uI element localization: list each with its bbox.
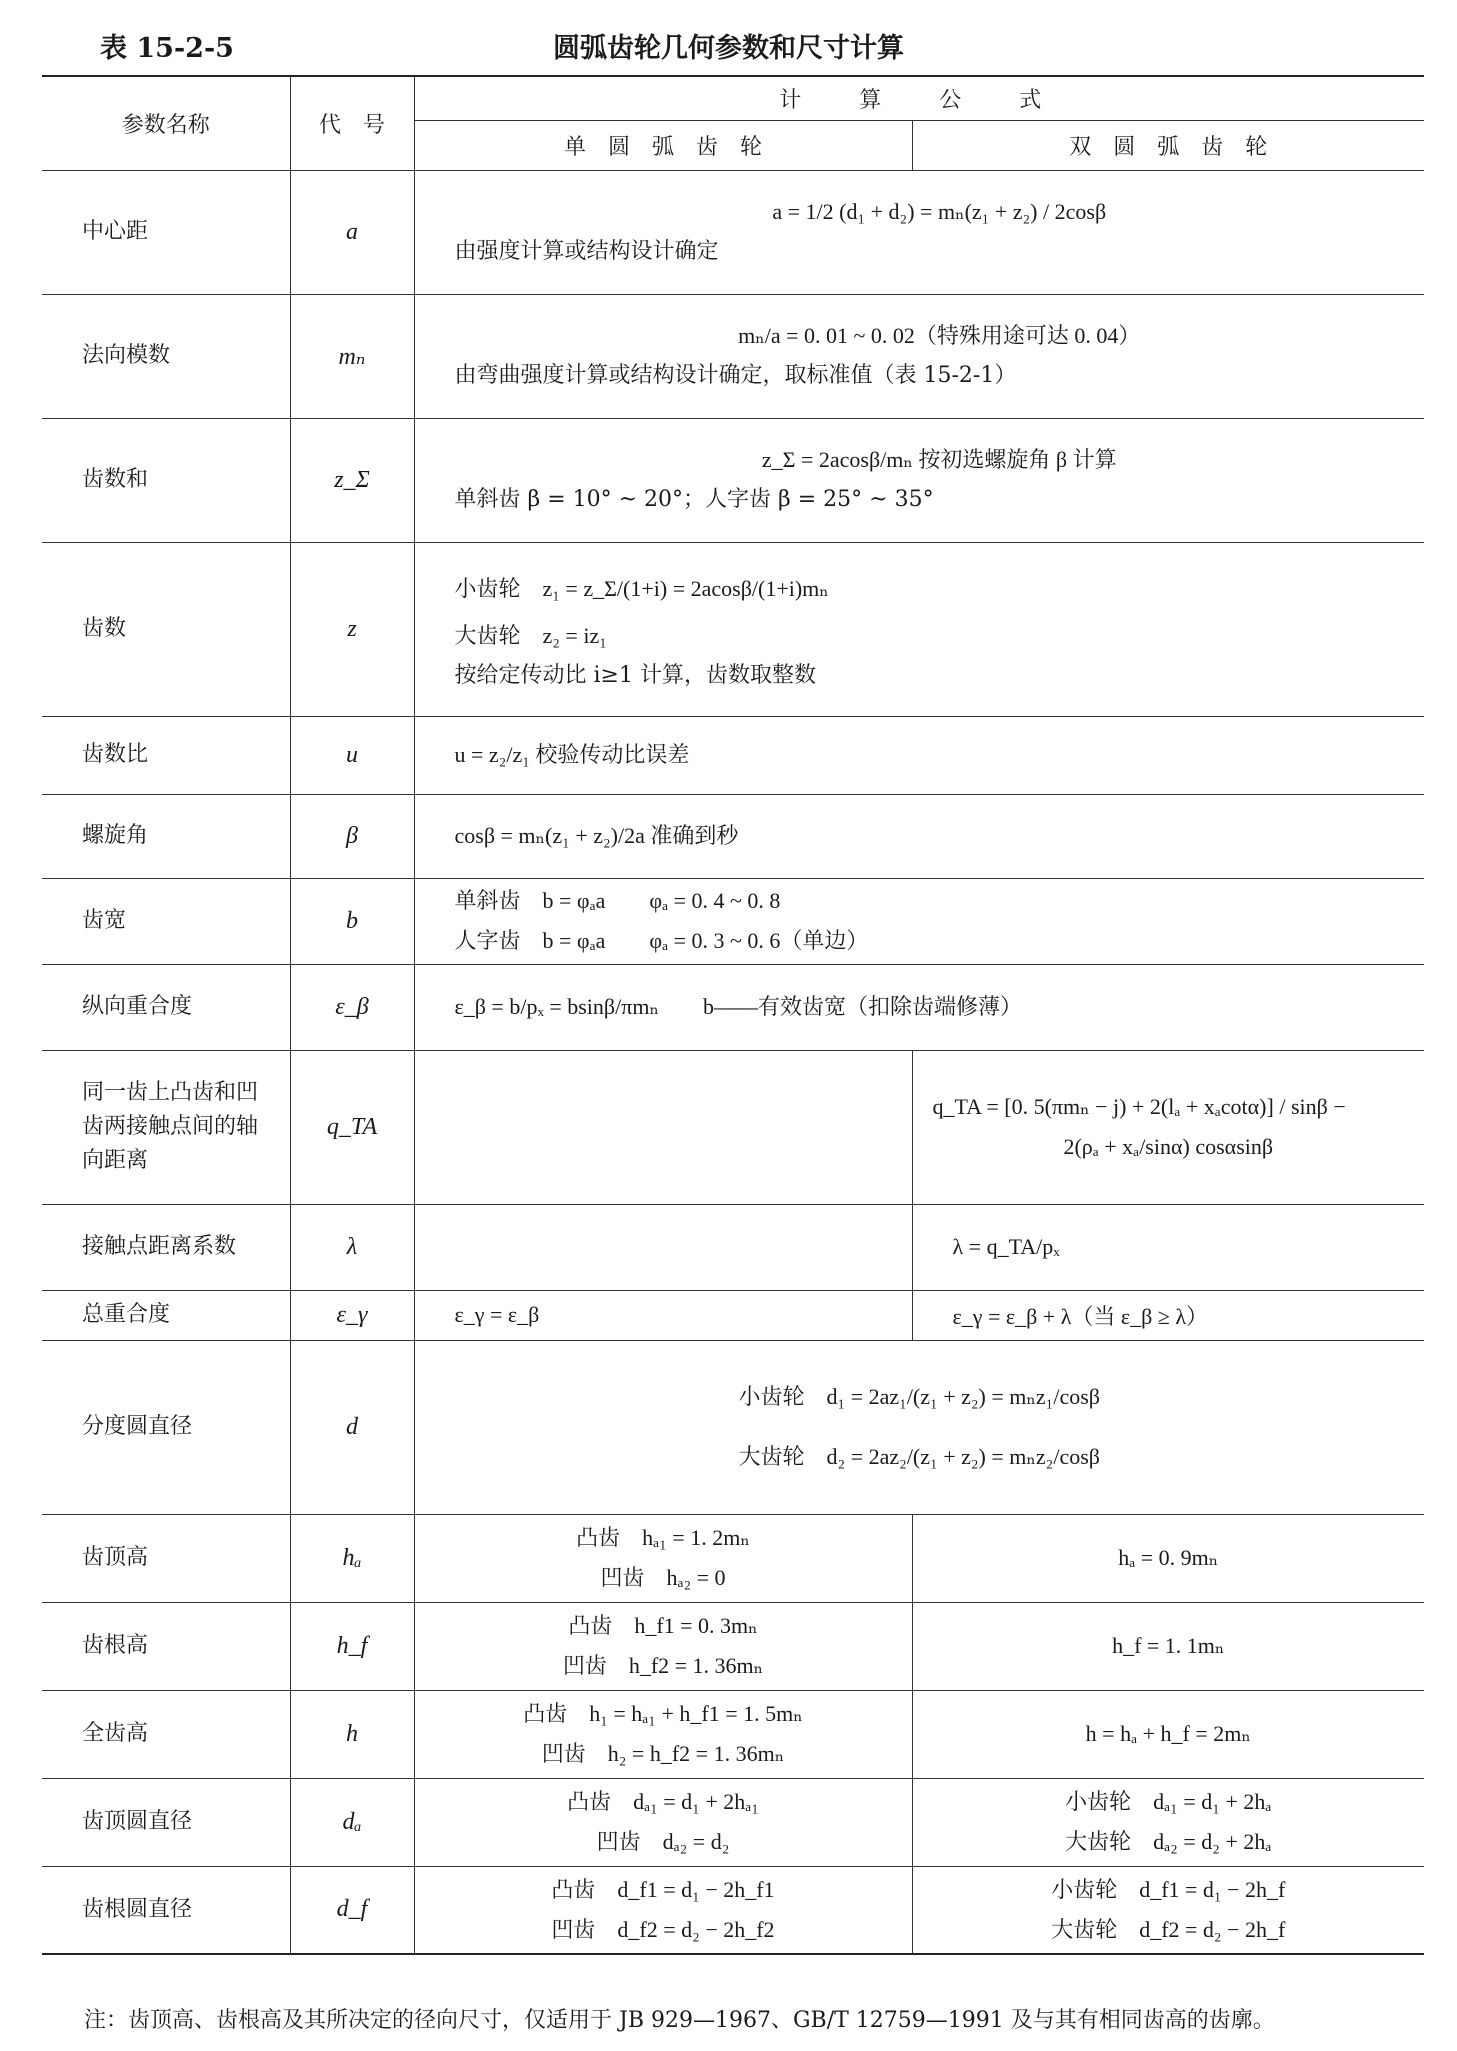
param-name: 接触点距离系数 bbox=[42, 1204, 290, 1290]
formula-text: z_Σ = 2acosβ/mₙ 按初选螺旋角 β 计算 bbox=[761, 447, 1117, 472]
header-double-arc: 双 圆 弧 齿 轮 bbox=[912, 120, 1424, 170]
table-row bbox=[42, 878, 1424, 964]
header-param-name: 参数名称 bbox=[42, 76, 290, 170]
formula-text: ε_β = b/pₓ = bsinβ/πmₙ b——有效齿宽（扣除齿端修薄） bbox=[454, 994, 1022, 1019]
table-row bbox=[42, 1340, 1424, 1514]
param-name: 总重合度 bbox=[42, 1290, 290, 1340]
double-arc-cell: h = hₐ + h_f = 2mₙ bbox=[912, 1690, 1424, 1778]
header-formula: 计 算 公 式 bbox=[414, 76, 1424, 120]
formula-text: 小齿轮 dₐ₁ = d₁ + 2hₐ bbox=[1065, 1789, 1272, 1814]
param-symbol: a bbox=[290, 170, 414, 294]
table-row bbox=[42, 1866, 1424, 1954]
param-name: 齿数和 bbox=[42, 418, 290, 542]
formula-cell bbox=[414, 418, 1424, 542]
formula-text: 按给定传动比 i≥1 计算，齿数取整数 bbox=[454, 663, 816, 688]
param-name: 齿宽 bbox=[42, 878, 290, 964]
formula-text: 凹齿 d_f2 = d₂ − 2h_f2 bbox=[551, 1916, 775, 1942]
table-number: 表 15-2-5 bbox=[100, 33, 234, 64]
param-symbol: q_TA bbox=[290, 1050, 414, 1204]
param-name: 齿顶圆直径 bbox=[42, 1778, 290, 1866]
formula-text: 凹齿 h_f2 = 1. 36mₙ bbox=[562, 1653, 764, 1678]
formula-text: 小齿轮 z₁ = z_Σ/(1+i) = 2acosβ/(1+i)mₙ bbox=[454, 576, 829, 601]
table-row bbox=[42, 418, 1424, 542]
header-single-arc: 单 圆 弧 齿 轮 bbox=[414, 120, 912, 170]
formula-cell bbox=[414, 964, 1424, 1050]
gear-parameter-table bbox=[42, 75, 1424, 1955]
param-name: 齿数 bbox=[42, 542, 290, 716]
single-arc-cell bbox=[414, 1866, 912, 1954]
formula-cell bbox=[414, 716, 1424, 794]
single-arc-cell bbox=[414, 1778, 912, 1866]
param-symbol: d_f bbox=[290, 1866, 414, 1954]
param-name: 齿根圆直径 bbox=[42, 1866, 290, 1954]
param-symbol: d bbox=[290, 1340, 414, 1514]
param-symbol: λ bbox=[290, 1204, 414, 1290]
param-symbol: b bbox=[290, 878, 414, 964]
formula-text: 凸齿 h₁ = hₐ₁ + h_f1 = 1. 5mₙ bbox=[523, 1701, 803, 1726]
param-symbol: mₙ bbox=[290, 294, 414, 418]
param-name: 同一齿上凸齿和凹齿两接触点间的轴向距离 bbox=[42, 1050, 290, 1204]
formula-text: 2(ρₐ + xₐ/sinα) cosαsinβ bbox=[1063, 1134, 1274, 1159]
double-arc-cell bbox=[912, 1866, 1424, 1954]
formula-text: 由强度计算或结构设计确定 bbox=[454, 239, 719, 264]
formula-text: mₙ/a = 0. 01 ~ 0. 02（特殊用途可达 0. 04） bbox=[738, 323, 1141, 348]
param-symbol: z_Σ bbox=[290, 418, 414, 542]
table-row bbox=[42, 1690, 1424, 1778]
double-arc-cell: ε_γ = ε_β + λ（当 ε_β ≥ λ） bbox=[912, 1290, 1424, 1340]
table-row bbox=[42, 1602, 1424, 1690]
param-name: 法向模数 bbox=[42, 294, 290, 418]
formula-cell bbox=[414, 542, 1424, 716]
single-arc-cell: ε_γ = ε_β bbox=[414, 1290, 912, 1340]
formula-text: 小齿轮 d₁ = 2az₁/(z₁ + z₂) = mₙz₁/cosβ bbox=[738, 1384, 1100, 1409]
table-row bbox=[42, 794, 1424, 878]
formula-text: 大齿轮 z₂ = iz₁ bbox=[454, 623, 607, 648]
double-arc-cell bbox=[912, 1778, 1424, 1866]
formula-text: q_TA = [0. 5(πmₙ − j) + 2(lₐ + xₐcotα)] / sinβ − bbox=[932, 1094, 1346, 1119]
param-symbol: hₐ bbox=[290, 1514, 414, 1602]
single-arc-cell bbox=[414, 1204, 912, 1290]
double-arc-cell: λ = q_TA/pₓ bbox=[912, 1204, 1424, 1290]
param-symbol: β bbox=[290, 794, 414, 878]
single-arc-cell bbox=[414, 1690, 912, 1778]
formula-cell bbox=[414, 878, 1424, 964]
param-name: 齿数比 bbox=[42, 716, 290, 794]
table-row bbox=[42, 716, 1424, 794]
single-arc-cell bbox=[414, 1514, 912, 1602]
table-row bbox=[42, 1290, 1424, 1340]
param-name: 纵向重合度 bbox=[42, 964, 290, 1050]
param-symbol: dₐ bbox=[290, 1778, 414, 1866]
formula-text: 小齿轮 d_f1 = d₁ − 2h_f bbox=[1051, 1876, 1286, 1902]
formula-text: 大齿轮 dₐ₂ = d₂ + 2hₐ bbox=[1065, 1829, 1272, 1854]
param-name: 螺旋角 bbox=[42, 794, 290, 878]
single-arc-cell bbox=[414, 1602, 912, 1690]
param-symbol: ε_β bbox=[290, 964, 414, 1050]
formula-text: 凸齿 dₐ₁ = d₁ + 2hₐ₁ bbox=[567, 1789, 759, 1814]
formula-text: 凸齿 h_f1 = 0. 3mₙ bbox=[568, 1613, 758, 1638]
formula-text: u = z₂/z₁ 校验传动比误差 bbox=[454, 742, 690, 767]
formula-text: 凸齿 hₐ₁ = 1. 2mₙ bbox=[576, 1525, 750, 1550]
param-symbol: ε_γ bbox=[290, 1290, 414, 1340]
param-symbol: h bbox=[290, 1690, 414, 1778]
table-row bbox=[42, 1204, 1424, 1290]
table-row bbox=[42, 1514, 1424, 1602]
table-note: 注：齿顶高、齿根高及其所决定的径向尺寸，仅适用于 JB 929—1967、GB/T 12759—1991 及与其有相同齿高的齿廓。 bbox=[84, 2008, 1275, 2033]
formula-text: 凹齿 dₐ₂ = d₂ bbox=[596, 1829, 730, 1854]
param-symbol: z bbox=[290, 542, 414, 716]
formula-text: 凹齿 h₂ = h_f2 = 1. 36mₙ bbox=[541, 1741, 785, 1766]
formula-text: 单斜齿 b = φₐa φₐ = 0. 4 ~ 0. 8 bbox=[454, 888, 781, 913]
param-name: 分度圆直径 bbox=[42, 1340, 290, 1514]
formula-text: 大齿轮 d_f2 = d₂ − 2h_f bbox=[1051, 1916, 1286, 1942]
double-arc-cell: hₐ = 0. 9mₙ bbox=[912, 1514, 1424, 1602]
double-arc-cell: h_f = 1. 1mₙ bbox=[912, 1602, 1424, 1690]
formula-text: 单斜齿 β = 10° ~ 20°；人字齿 β = 25° ~ 35° bbox=[454, 487, 934, 512]
formula-cell bbox=[414, 794, 1424, 878]
param-name: 全齿高 bbox=[42, 1690, 290, 1778]
param-name: 齿根高 bbox=[42, 1602, 290, 1690]
formula-text: 人字齿 b = φₐa φₐ = 0. 3 ~ 0. 6（单边） bbox=[454, 928, 869, 953]
formula-text: 凹齿 hₐ₂ = 0 bbox=[600, 1565, 726, 1590]
formula-text: 凸齿 d_f1 = d₁ − 2h_f1 bbox=[551, 1876, 775, 1902]
table-row bbox=[42, 1050, 1424, 1204]
double-arc-cell bbox=[912, 1050, 1424, 1204]
formula-text: cosβ = mₙ(z₁ + z₂)/2a 准确到秒 bbox=[454, 823, 739, 848]
table-row bbox=[42, 542, 1424, 716]
param-symbol: h_f bbox=[290, 1602, 414, 1690]
formula-text: 大齿轮 d₂ = 2az₂/(z₁ + z₂) = mₙz₂/cosβ bbox=[738, 1444, 1100, 1469]
param-symbol: u bbox=[290, 716, 414, 794]
table-row bbox=[42, 964, 1424, 1050]
formula-text: 由弯曲强度计算或结构设计确定，取标准值（表 15-2-1） bbox=[454, 363, 1017, 388]
table-row bbox=[42, 294, 1424, 418]
param-name: 齿顶高 bbox=[42, 1514, 290, 1602]
formula-text: a = 1/2 (d₁ + d₂) = mₙ(z₁ + z₂) / 2cosβ bbox=[772, 199, 1107, 224]
table-row bbox=[42, 170, 1424, 294]
formula-cell bbox=[414, 170, 1424, 294]
formula-cell bbox=[414, 1340, 1424, 1514]
formula-cell bbox=[414, 294, 1424, 418]
param-name: 中心距 bbox=[42, 170, 290, 294]
single-arc-cell bbox=[414, 1050, 912, 1204]
table-title: 圆弧齿轮几何参数和尺寸计算 bbox=[553, 33, 904, 64]
table-row bbox=[42, 1778, 1424, 1866]
header-row bbox=[42, 76, 1424, 120]
header-symbol: 代 号 bbox=[290, 76, 414, 170]
